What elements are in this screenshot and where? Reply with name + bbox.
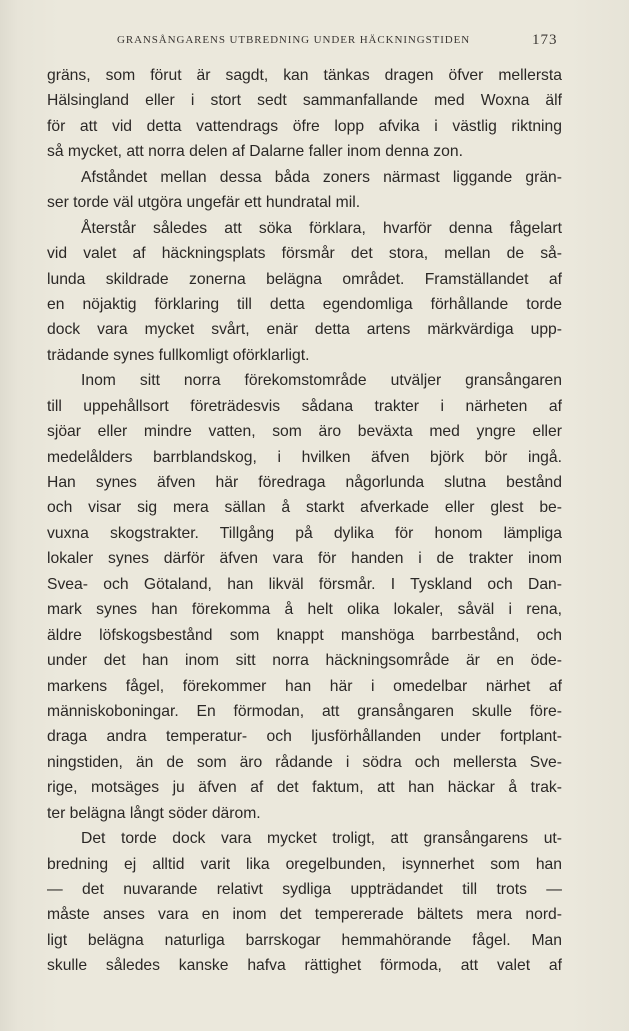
text-line: ter belägna långt söder därom. — [47, 804, 261, 822]
text-line: bredning ej alltid varit lika oregelbunden, isynnerhet som han — [47, 855, 562, 873]
text-line: för att vid detta vattendrags öfre lopp afvika i västlig riktning — [47, 117, 562, 135]
page-number: 173 — [532, 32, 558, 48]
text-line: trädande synes fullkomligt oförklarligt. — [47, 346, 310, 364]
text-line: ningstiden, än de som äro rådande i södra och mellersta Sve- — [47, 753, 562, 771]
body-text — [47, 63, 562, 979]
text-line: skulle således kanske hafva rättighet förmoda, att valet af — [47, 957, 562, 975]
text-line: mark synes han förekomma å helt olika lokaler, såväl i rena, — [47, 601, 562, 619]
text-line: Det torde dock vara mycket troligt, att gransångarens ut- — [81, 830, 562, 848]
running-title: GRANSÅNGARENS UTBREDNING UNDER HÄCKNINGSTIDEN — [117, 34, 471, 46]
text-line: under det han inom sitt norra häckningsområde är en öde- — [47, 652, 562, 670]
text-line: Svea- och Götaland, han likväl försmår. I Tyskland och Dan- — [47, 575, 562, 593]
running-header — [0, 34, 629, 52]
text-line: rige, motsäges ju äfven af det faktum, att han häckar å trak- — [47, 779, 562, 797]
text-line: äldre löfskogsbestånd som knappt manshöga barrbestånd, och — [47, 626, 562, 644]
text-line: Inom sitt norra förekomstområde utväljer gransångaren — [81, 372, 562, 390]
text-line: Han synes äfven här föredraga någorlunda slutna bestånd — [47, 474, 562, 491]
text-line: medelålders barrblandskog, i hvilken äfven björk bör ingå. — [47, 448, 562, 466]
text-line: människoboningar. En förmodan, att gransångaren skulle före- — [47, 702, 562, 720]
text-line: vuxna skogstrakter. Tillgång på dylika för honom lämpliga — [47, 524, 562, 542]
text-line: måste anses vara en inom det tempererade bältets mera nord- — [47, 906, 562, 924]
text-line: gräns, som förut är sagdt, kan tänkas dragen öfver mellersta — [47, 67, 562, 84]
text-line: sjöar eller mindre vatten, som äro beväxta med yngre eller — [47, 423, 562, 441]
text-line: Hälsingland eller i stort sedt sammanfallande med Woxna älf — [47, 92, 562, 110]
text-line: Återstår således att söka förklara, hvarför denna fågelart — [81, 219, 562, 237]
text-line: och visar sig mera sällan å starkt afverkade eller glest be- — [47, 499, 562, 517]
text-line: dock vara mycket svårt, enär detta artens märkvärdiga upp- — [47, 321, 562, 339]
text-line: markens fågel, förekommer han här i omedelbar närhet af — [47, 677, 562, 695]
text-line: — det nuvarande relativt sydliga uppträdandet till trots — — [47, 881, 562, 898]
text-line: en nöjaktig förklaring till detta egendomliga förhållande torde — [47, 295, 562, 313]
text-line: så mycket, att norra delen af Dalarne faller inom denna zon. — [47, 143, 463, 161]
text-line: vid valet af häckningsplats försmår det stora, mellan de så- — [47, 245, 562, 263]
text-line: lokaler synes därför äfven vara för handen i de trakter inom — [47, 550, 562, 568]
text-line: lunda skildrade zonerna belägna området. Framställandet af — [47, 270, 562, 288]
text-line: till uppehållsort företrädesvis sådana trakter i närheten af — [47, 397, 562, 415]
text-line: ligt belägna naturliga barrskogar hemmahörande fågel. Man — [47, 931, 562, 949]
text-line: Afståndet mellan dessa båda zoners närmast liggande grän- — [81, 168, 562, 186]
text-line: ser torde väl utgöra ungefär ett hundratal mil. — [47, 194, 361, 212]
text-line: draga andra temperatur- och ljusförhållanden under fortplant- — [47, 728, 562, 746]
